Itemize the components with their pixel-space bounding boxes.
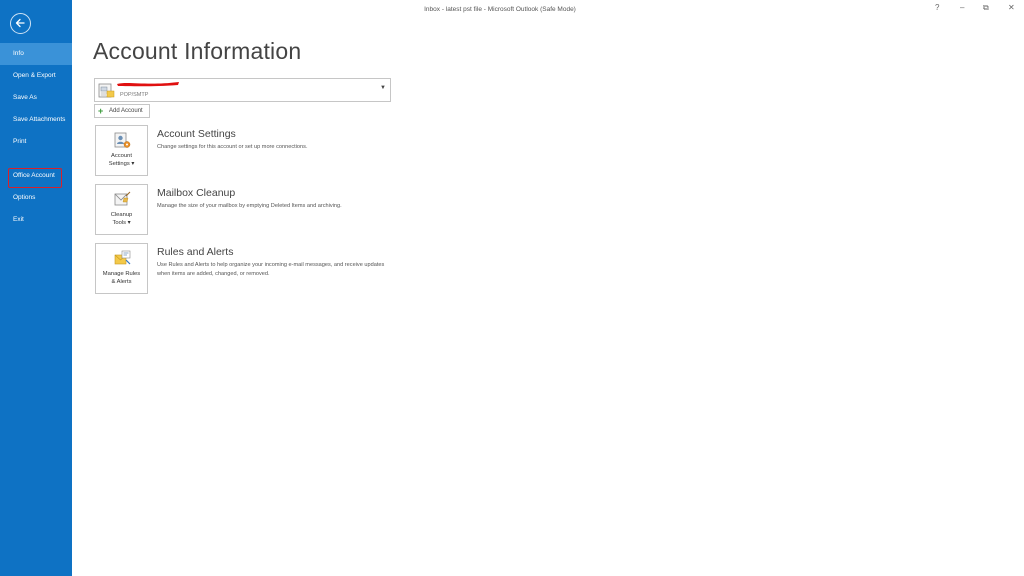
tile-label-line: Manage Rules bbox=[102, 271, 141, 277]
nav-item-save-as[interactable]: Save As bbox=[13, 94, 37, 101]
account-settings-icon bbox=[114, 132, 131, 149]
rules-alerts-description: Use Rules and Alerts to help organize your incoming e-mail messages, and receive updates when items are added, changed, or removed. bbox=[157, 262, 385, 277]
mailbox-cleanup-description: Manage the size of your mailbox by emptying Deleted Items and archiving. bbox=[157, 203, 342, 209]
backstage-nav bbox=[0, 43, 72, 231]
back-arrow-icon bbox=[14, 17, 26, 29]
help-button[interactable]: ? bbox=[935, 3, 940, 12]
nav-item-open-export[interactable]: Open & Export bbox=[13, 72, 56, 79]
mailbox-cleanup-title: Mailbox Cleanup bbox=[157, 187, 236, 199]
nav-item-exit[interactable]: Exit bbox=[13, 216, 24, 223]
add-account-label: Add Account bbox=[109, 108, 143, 114]
nav-item-print[interactable]: Print bbox=[13, 138, 27, 145]
account-settings-description: Change settings for this account or set up more connections. bbox=[157, 144, 308, 150]
nav-item-save-attachments[interactable]: Save Attachments bbox=[13, 116, 66, 123]
tile-label-line: Tools ▾ bbox=[112, 220, 131, 226]
back-button[interactable] bbox=[10, 13, 31, 34]
account-settings-title: Account Settings bbox=[157, 128, 236, 140]
tile-label-line: Settings ▾ bbox=[108, 161, 135, 167]
account-type-label: POP/SMTP bbox=[120, 92, 149, 98]
window-title: Inbox - latest pst file - Microsoft Outlook (Safe Mode) bbox=[424, 6, 576, 13]
restore-button[interactable]: ⧉ bbox=[983, 3, 989, 12]
account-settings-button[interactable] bbox=[95, 125, 148, 176]
nav-item-options[interactable]: Options bbox=[13, 194, 36, 201]
tile-label-line: Cleanup bbox=[110, 212, 133, 218]
page-title: Account Information bbox=[93, 38, 302, 64]
email-account-icon bbox=[98, 82, 115, 99]
plus-icon: + bbox=[98, 106, 104, 116]
backstage-sidebar bbox=[0, 0, 72, 576]
close-button[interactable]: ✕ bbox=[1008, 3, 1015, 12]
rules-alerts-icon bbox=[114, 250, 131, 267]
minimize-button[interactable]: – bbox=[960, 3, 965, 12]
redacted-account-name bbox=[116, 80, 180, 87]
cleanup-tools-button[interactable] bbox=[95, 184, 148, 235]
nav-item-info[interactable]: Info bbox=[0, 43, 72, 65]
manage-rules-alerts-button[interactable] bbox=[95, 243, 148, 294]
cleanup-tools-icon bbox=[114, 191, 131, 208]
tile-label-line: & Alerts bbox=[111, 279, 132, 285]
add-account-button[interactable] bbox=[94, 104, 150, 118]
nav-item-office-account[interactable]: Office Account bbox=[13, 172, 55, 179]
tile-label-line: Account bbox=[111, 153, 132, 159]
account-settings-tile-label bbox=[96, 152, 147, 168]
cleanup-tools-tile-label bbox=[96, 211, 147, 227]
rules-alerts-title: Rules and Alerts bbox=[157, 246, 234, 258]
rules-alerts-tile-label bbox=[96, 270, 147, 286]
chevron-down-icon: ▼ bbox=[380, 85, 386, 91]
